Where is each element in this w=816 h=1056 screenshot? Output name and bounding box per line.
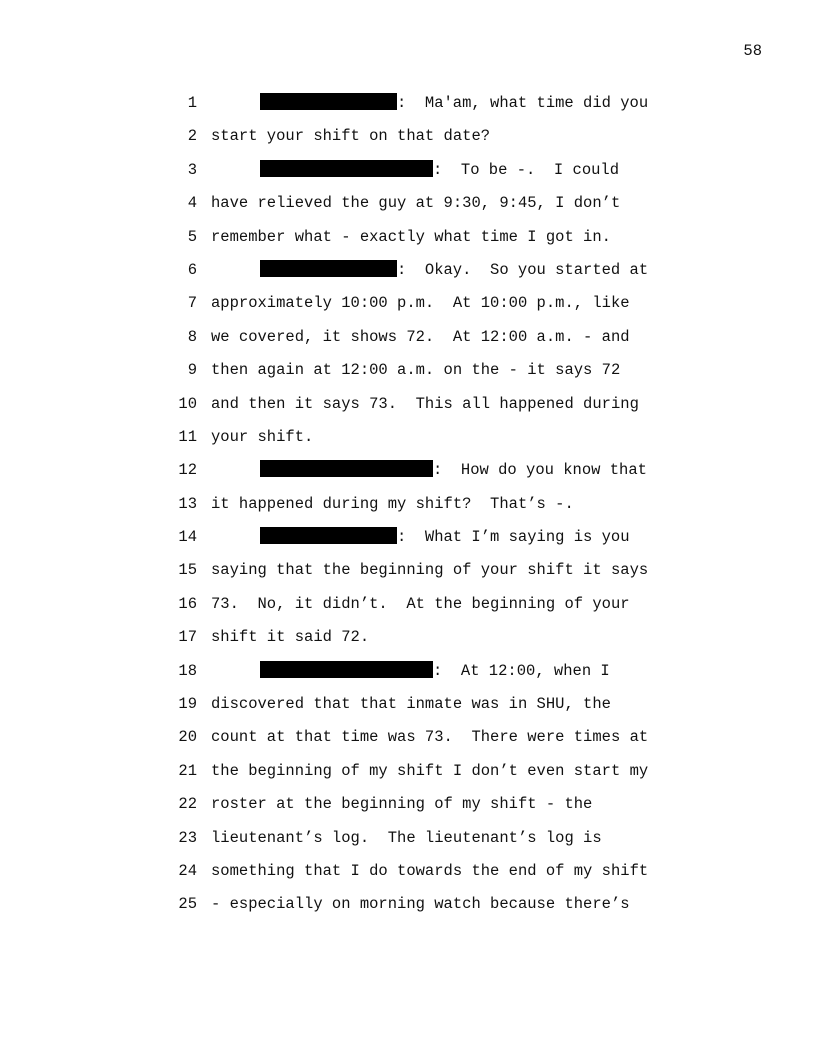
transcript-line (0, 287, 816, 320)
line-number: 7 (187, 294, 197, 313)
line-number: 24 (178, 861, 197, 880)
line-text (211, 621, 369, 654)
transcript-line (0, 221, 816, 254)
line-number: 6 (187, 260, 197, 279)
line-number: 19 (178, 695, 197, 714)
line-number: 8 (187, 327, 197, 346)
line-number: 10 (178, 394, 197, 413)
line-text (211, 721, 648, 754)
line-text (211, 822, 602, 855)
transcript-line (0, 87, 816, 120)
line-content: the beginning of my shift I don’t even start my (211, 761, 649, 780)
transcript-line (0, 855, 816, 888)
line-number: 2 (187, 127, 197, 146)
line-content: have relieved the guy at 9:30, 9:45, I don’t (211, 194, 621, 213)
line-text (211, 688, 611, 721)
transcript-line (0, 421, 816, 454)
line-text (211, 421, 313, 454)
line-number: 18 (178, 661, 197, 680)
line-content: and then it says 73. This all happened during (211, 394, 639, 413)
line-text (211, 554, 648, 587)
speaker-line (260, 154, 619, 187)
line-content: : To be -. I could (433, 160, 620, 179)
line-content: 73. No, it didn’t. At the beginning of your (211, 594, 630, 613)
speaker-line (260, 87, 648, 120)
line-number: 5 (187, 227, 197, 246)
redacted-speaker-name (260, 260, 397, 277)
transcript-line (0, 822, 816, 855)
redacted-speaker-name (260, 93, 397, 110)
line-number: 21 (178, 761, 197, 780)
line-content: your shift. (211, 427, 314, 446)
line-text (211, 755, 648, 788)
transcript-line (0, 621, 816, 654)
transcript-line (0, 254, 816, 287)
line-number: 13 (178, 494, 197, 513)
transcript-line (0, 154, 816, 187)
line-text (211, 321, 630, 354)
line-content: : What I’m saying is you (397, 528, 630, 547)
line-content: lieutenant’s log. The lieutenant’s log is (211, 828, 602, 847)
line-number: 17 (178, 628, 197, 647)
line-number: 14 (178, 528, 197, 547)
speaker-line (260, 254, 648, 287)
line-content: it happened during my shift? That’s -. (211, 494, 574, 513)
transcript-line (0, 755, 816, 788)
line-content: - especially on morning watch because there’s (211, 895, 630, 914)
transcript-line (0, 120, 816, 153)
page-number: 58 (743, 42, 762, 60)
speaker-line (260, 454, 647, 487)
line-number: 25 (178, 895, 197, 914)
transcript-line (0, 354, 816, 387)
transcript-line (0, 721, 816, 754)
transcript-line (0, 488, 816, 521)
line-text (211, 221, 611, 254)
line-content: count at that time was 73. There were times at (211, 728, 649, 747)
line-content: something that I do towards the end of my shift (211, 861, 649, 880)
line-content: approximately 10:00 p.m. At 10:00 p.m., like (211, 294, 630, 313)
line-number: 4 (187, 194, 197, 213)
line-number: 15 (178, 561, 197, 580)
line-content: we covered, it shows 72. At 12:00 a.m. - and (211, 327, 630, 346)
line-content: roster at the beginning of my shift - the (211, 795, 593, 814)
line-text (211, 488, 574, 521)
line-content: : At 12:00, when I (433, 661, 610, 680)
line-content: remember what - exactly what time I got in. (211, 227, 611, 246)
line-text (211, 287, 630, 320)
speaker-line (260, 521, 630, 554)
line-content: shift it said 72. (211, 628, 370, 647)
line-text (211, 354, 620, 387)
transcript-line (0, 388, 816, 421)
transcript-line (0, 655, 816, 688)
transcript-line (0, 688, 816, 721)
line-number: 23 (178, 828, 197, 847)
line-text (211, 588, 630, 621)
transcript-line (0, 521, 816, 554)
redacted-speaker-name (260, 661, 433, 678)
transcript-line (0, 588, 816, 621)
line-number: 12 (178, 461, 197, 480)
redacted-speaker-name (260, 160, 433, 177)
transcript-line (0, 788, 816, 821)
line-number: 20 (178, 728, 197, 747)
line-number: 11 (178, 427, 197, 446)
transcript-line (0, 187, 816, 220)
line-text (211, 788, 592, 821)
line-content: : How do you know that (433, 461, 647, 480)
line-content: : Okay. So you started at (397, 260, 649, 279)
line-text (211, 388, 639, 421)
line-content: saying that the beginning of your shift it says (211, 561, 649, 580)
transcript-line (0, 554, 816, 587)
line-text (211, 888, 630, 921)
line-text (211, 187, 620, 220)
line-content: start your shift on that date? (211, 127, 491, 146)
line-content: discovered that that inmate was in SHU, the (211, 695, 611, 714)
line-number: 3 (187, 160, 197, 179)
redacted-speaker-name (260, 460, 433, 477)
redacted-speaker-name (260, 527, 397, 544)
line-number: 22 (178, 795, 197, 814)
speaker-line (260, 655, 610, 688)
transcript-line (0, 321, 816, 354)
line-text (211, 120, 490, 153)
transcript-body (0, 87, 816, 922)
line-text (211, 855, 648, 888)
line-number: 1 (187, 94, 197, 112)
transcript-line (0, 454, 816, 487)
line-number: 9 (187, 361, 197, 380)
line-content: then again at 12:00 a.m. on the - it says 72 (211, 361, 621, 380)
line-number: 16 (178, 594, 197, 613)
transcript-line (0, 888, 816, 921)
line-content: : Ma'am, what time did you (397, 94, 649, 112)
